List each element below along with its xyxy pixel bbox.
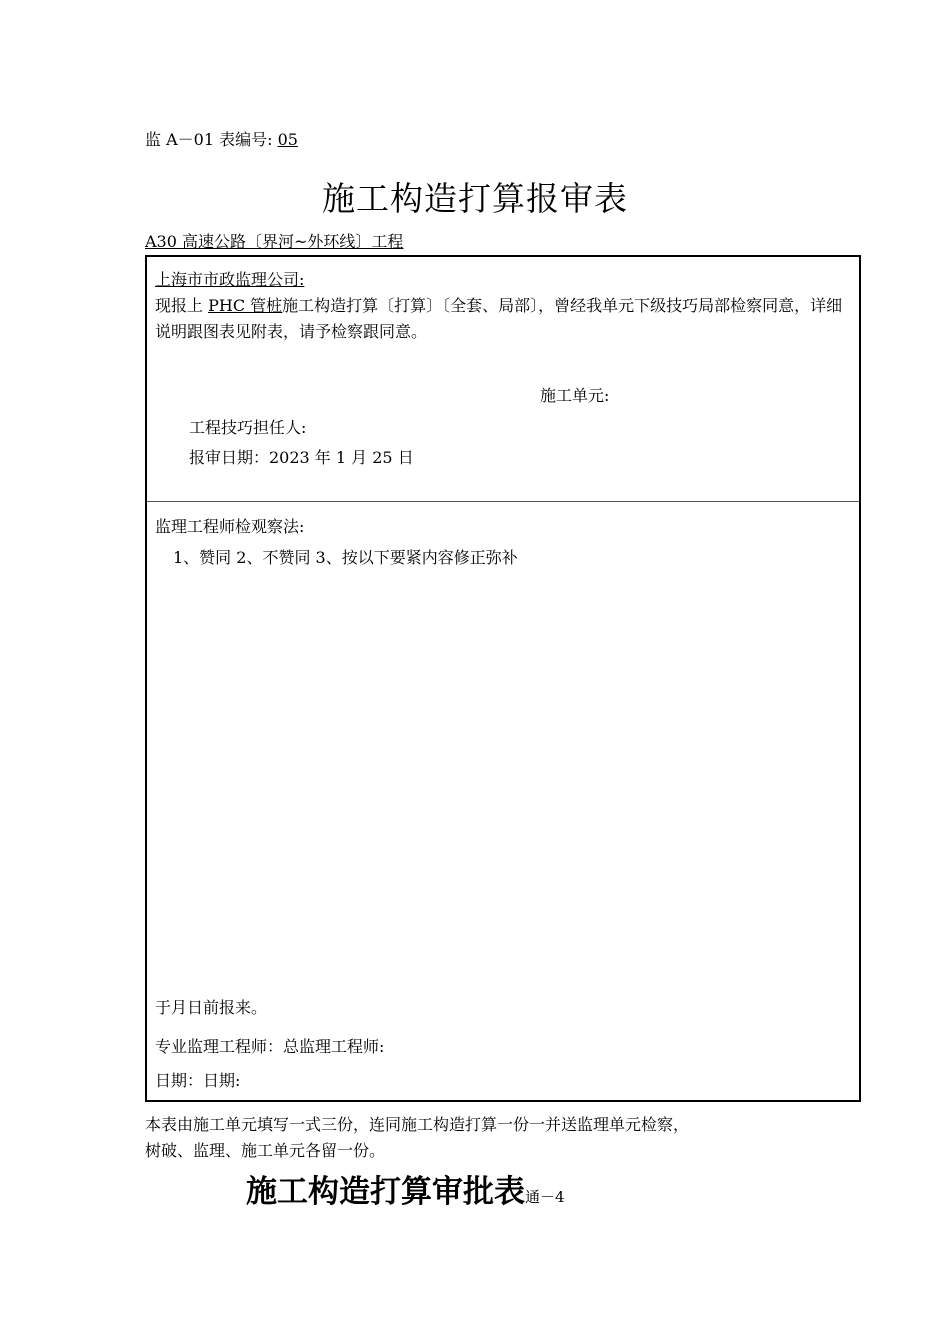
review-options: 1、赞同 2、不赞同 3、按以下要紧内容修正弥补: [173, 548, 518, 567]
tech-lead-label: 工程技巧担任人:: [189, 418, 307, 437]
next-form-code: 通－4: [525, 1188, 565, 1206]
form-number: 05: [277, 130, 298, 149]
signature-dates: 日期：日期:: [155, 1071, 241, 1090]
form-code: 监 A－01 表编号:: [145, 130, 273, 149]
footnote-line-1: 本表由施工单元填写一式三份，连同施工构造打算一份一并送监理单元检察，: [145, 1115, 690, 1134]
section-divider: [147, 501, 859, 502]
page-title: 施工构造打算报审表: [322, 179, 628, 218]
form-meta: [145, 127, 298, 150]
pile-type: PHC 管桩: [208, 296, 283, 315]
form-table: [145, 255, 861, 1102]
next-form-title-text: 施工构造打算审批表: [246, 1174, 525, 1210]
submission-body: 施工构造打算〔打算〕〔全套、局部〕，曾经我单元下级技巧局部检察同意，详细说明跟图表见附表，请予检察跟同意。: [155, 296, 843, 341]
footnote: [145, 1112, 689, 1164]
review-heading: 监理工程师检观察法:: [155, 517, 305, 536]
submission-date: 报审日期：2023 年 1 月 25 日: [189, 448, 414, 467]
footnote-line-2: 树破、监理、施工单元各留一份。: [145, 1141, 386, 1160]
engineer-signatures: 专业监理工程师：总监理工程师:: [155, 1037, 385, 1056]
submission-text: [155, 293, 851, 345]
submission-prefix: 现报上: [155, 296, 209, 315]
contractor-label: 施工单元:: [540, 386, 610, 405]
return-date: 于月日前报来。: [155, 998, 268, 1017]
project-name: A30 高速公路〔界河~外环线〕工程: [145, 232, 404, 251]
addressee: 上海市市政监理公司:: [155, 270, 305, 289]
next-form-title: [246, 1166, 565, 1211]
